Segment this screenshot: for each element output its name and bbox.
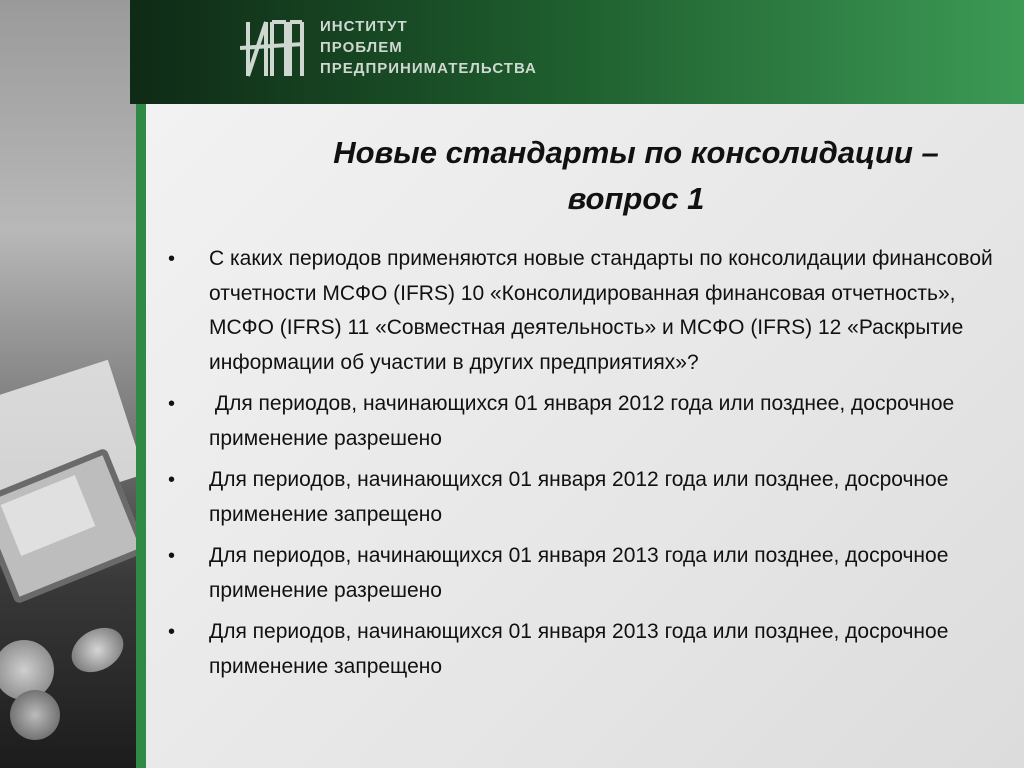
bullet-list xyxy=(168,242,998,691)
logo-mark-icon xyxy=(240,14,304,84)
header-bar xyxy=(130,0,1024,104)
slide-title xyxy=(276,130,996,222)
bullet-icon: • xyxy=(168,621,176,643)
bullet-text: Для периодов, начинающихся 01 января 2012 года или позднее, досрочное применение разрешено xyxy=(209,392,961,450)
bullet-icon: • xyxy=(168,469,176,491)
slide-content xyxy=(146,104,1024,768)
logo-line: ПРЕДПРИНИМАТЕЛЬСТВА xyxy=(320,60,537,77)
bullet-text: Для периодов, начинающихся 01 января 2013 года или позднее, досрочное применение разрешено xyxy=(209,544,949,602)
title-line: Новые стандарты по консолидации – xyxy=(333,135,939,170)
logo-line: ПРОБЛЕМ xyxy=(320,39,403,56)
list-item xyxy=(168,539,998,608)
logo-text xyxy=(320,16,537,79)
title-line: вопрос 1 xyxy=(567,181,705,216)
coin-shape xyxy=(10,690,60,740)
bullet-text: Для периодов, начинающихся 01 января 2013 года или позднее, досрочное применение запрещено xyxy=(209,620,949,678)
left-photo-panel xyxy=(0,0,140,768)
coin-shape xyxy=(64,619,132,681)
bullet-icon: • xyxy=(168,393,176,415)
bullet-text: С каких периодов применяются новые стандарты по консолидации финансовой отчетности МСФО (IFRS) 10 «Консолидированная финансовая отчетность», МСФО (IFRS) 11 «Совместная деятельность» и МСФО (IFRS) 12 «Раскрытие информации об участии в других предприятиях»? xyxy=(209,247,993,374)
bullet-text: Для периодов, начинающихся 01 января 2012 года или позднее, досрочное применение запрещено xyxy=(209,468,949,526)
green-stripe xyxy=(136,104,146,768)
list-item xyxy=(168,387,998,456)
list-item xyxy=(168,615,998,684)
bullet-icon: • xyxy=(168,248,176,270)
list-item xyxy=(168,463,998,532)
logo-line: ИНСТИТУТ xyxy=(320,18,408,35)
list-item xyxy=(168,242,998,380)
bullet-icon: • xyxy=(168,545,176,567)
